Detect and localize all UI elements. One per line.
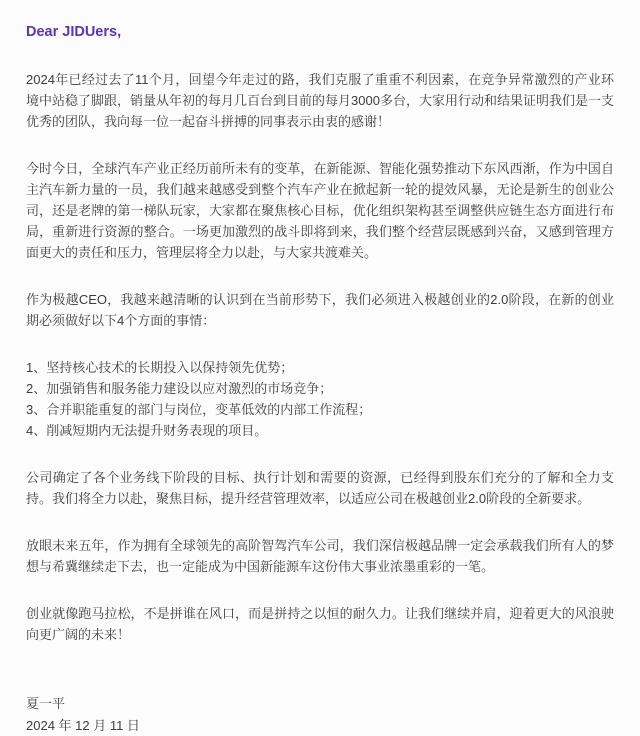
list-item-2: 2、加强销售和服务能力建设以应对激烈的市场竞争； (26, 381, 333, 396)
paragraph-marathon-closing: 创业就像跑马拉松，不是拼谁在风口，而是拼持之以恒的耐久力。让我们继续并肩，迎着更大的风浪驶向更广阔的未来！ (26, 606, 614, 642)
signature-name: 夏一平 (26, 696, 66, 711)
salutation: Dear JIDUers, (26, 24, 122, 40)
priority-list (26, 357, 614, 441)
list-item-3: 3、合并职能重复的部门与岗位，变革低效的内部工作流程； (26, 402, 372, 417)
paragraph-industry-change: 今时今日，全球汽车产业正经历前所未有的变革，在新能源、智能化强势推动下东风西渐，作为中国自主汽车新力量的一员，我们越来越感受到整个汽车产业在掀起新一轮的提效风暴，无论是新生的创业公司，还是老牌的第一梯队玩家，大家都在聚焦核心目标，优化组织架构甚至调整供应链生态方面进行布局，重新进行资源的整合。一场更加激烈的战斗即将到来，我们整个经营层既感到兴奋，又感到管理方面更大的责任和压力，管理层将全力以赴，与大家共渡难关。 (26, 161, 614, 260)
paragraph-stage-2-intro: 作为极越CEO，我越来越清晰的认识到在当前形势下，我们必须进入极越创业的2.0阶段，在新的创业期必须做好以下4个方面的事情： (26, 292, 614, 328)
paragraph-five-year-outlook: 放眼未来五年，作为拥有全球领先的高阶智驾汽车公司，我们深信极越品牌一定会承载我们所有人的梦想与希冀继续走下去，也一定能成为中国新能源车这份伟大事业浓墨重彩的一笔。 (26, 538, 614, 574)
signature-date: 2024 年 12 月 11 日 (26, 718, 140, 733)
paragraph-shareholder-support: 公司确定了各个业务线下阶段的目标、执行计划和需要的资源，已经得到股东们充分的了解和全力支持。我们将全力以赴，聚焦目标，提升经营管理效率，以适应公司在极越创业2.0阶段的全新要求。 (26, 470, 614, 506)
list-item-4: 4、削减短期内无法提升财务表现的项目。 (26, 423, 268, 438)
list-item-1: 1、坚持核心技术的长期投入以保持领先优势； (26, 360, 294, 375)
paragraph-intro-year-review: 2024年已经过去了11个月，回望今年走过的路，我们克服了重重不利因素，在竞争异常激烈的产业环境中站稳了脚跟，销量从年初的每月几百台到目前的每月3000多台，大家用行动和结果证明我们是一支优秀的团队，我向每一位一起奋斗拼搏的同事表示由衷的感谢！ (26, 72, 614, 129)
